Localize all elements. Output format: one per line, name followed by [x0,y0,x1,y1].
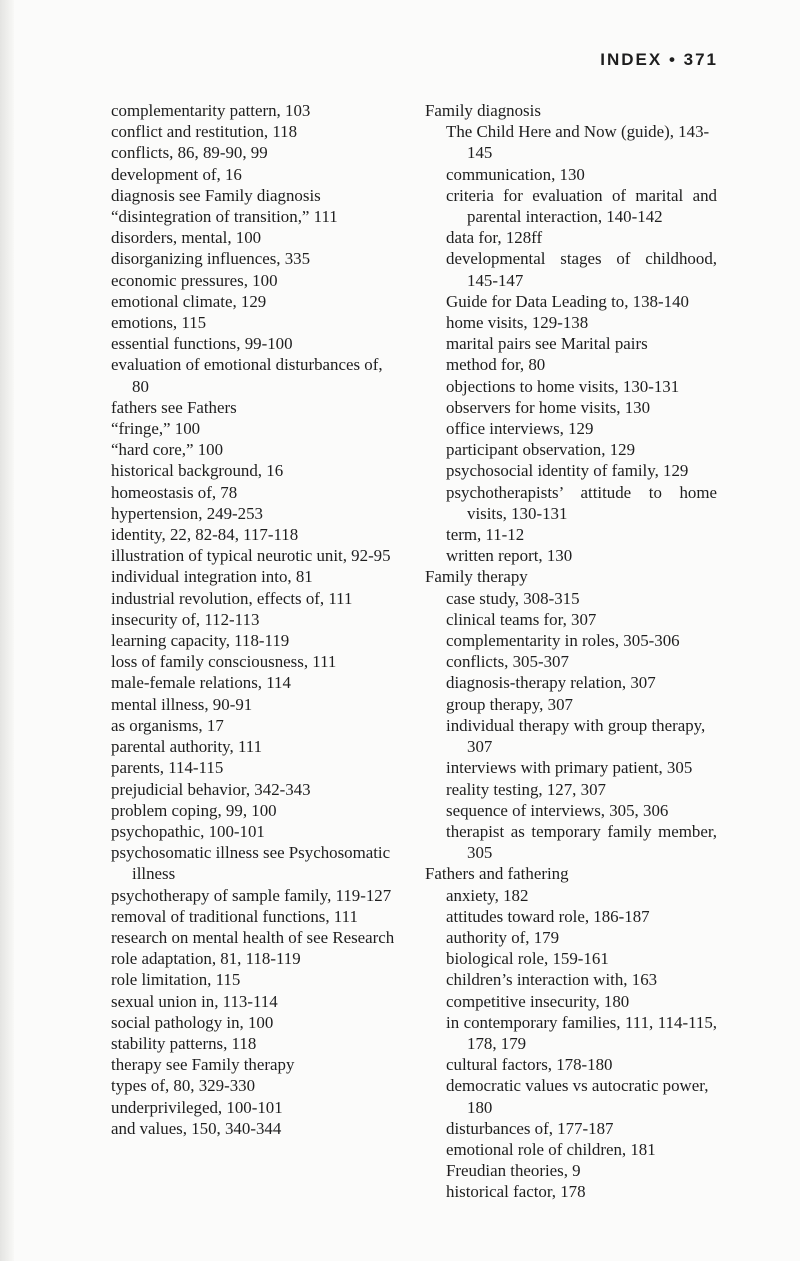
index-entry: Freudian theories, 9 [446,1161,581,1181]
index-entry: observers for home visits, 130 [446,397,651,417]
index-entry: “hard core,” 100 [111,440,224,460]
index-entry: cultural factors, 178-180 [446,1055,613,1075]
index-entry: emotional role of children, 181 [446,1139,656,1159]
index-entry: individual integration into, 81 [111,567,313,587]
index-entry: identity, 22, 82-84, 117-118 [111,525,299,545]
index-entry: diagnosis-therapy relation, 307 [446,673,656,693]
index-entry: criteria for evaluation of marital and parental interaction, 140-142 [446,185,717,227]
index-entry: biological role, 159-161 [446,949,609,969]
index-entry: complementarity in roles, 305-306 [446,631,680,651]
index-entry: research on mental health of see Research [111,927,395,947]
index-entry: marital pairs see Marital pairs [446,334,648,354]
index-entry: removal of traditional functions, 111 [111,906,358,926]
index-entry: psychotherapists’ attitude to home visits, 130-131 [446,482,717,523]
index-entry: therapist as temporary family member, 305 [446,821,717,863]
index-entry: The Child Here and Now (guide), 143-145 [446,122,710,163]
index-entry: psychosocial identity of family, 129 [446,461,689,481]
header-bullet: • [668,50,677,69]
index-entry: conflicts, 86, 89-90, 99 [111,143,268,163]
index-entry: emotions, 115 [111,313,207,333]
page-number: 371 [683,50,718,69]
index-entry: economic pressures, 100 [111,270,278,290]
index-entry: reality testing, 127, 307 [446,779,606,799]
index-entry: essential functions, 99-100 [111,334,293,354]
index-entry: anxiety, 182 [446,885,529,905]
index-entry: children’s interaction with, 163 [446,970,658,990]
index-entry: “disintegration of transition,” 111 [111,207,338,227]
index-entry: social pathology in, 100 [111,1012,274,1032]
index-entry: insecurity of, 112-113 [111,609,260,629]
index-entry: democratic values vs autocratic power, 180 [446,1076,709,1117]
index-entry: attitudes toward role, 186-187 [446,906,650,926]
index-entry: historical background, 16 [111,461,284,481]
index-heading: Family diagnosis [425,101,541,120]
index-entry: communication, 130 [446,164,585,184]
index-entry: disorganizing influences, 335 [111,249,311,269]
index-heading: Family therapy [425,567,528,587]
index-entry: diagnosis see Family diagnosis [111,185,321,205]
index-entry: learning capacity, 118-119 [111,631,290,651]
index-entry: participant observation, 129 [446,440,636,460]
index-entry: historical factor, 178 [446,1182,586,1202]
index-entry: loss of family consciousness, 111 [111,652,337,672]
index-entry: sexual union in, 113-114 [111,991,278,1011]
index-entry: individual therapy with group therapy, 307 [446,715,706,757]
index-entry: male-female relations, 114 [111,673,291,693]
index-entry: mental illness, 90-91 [111,694,253,714]
index-entry: evaluation of emotional disturbances of, 80 [111,355,383,396]
index-entry: role limitation, 115 [111,970,241,990]
index-entry: disturbances of, 177-187 [446,1118,614,1138]
index-entry: method for, 80 [446,355,546,375]
index-entry: homeostasis of, 78 [111,482,238,502]
index-entry: and values, 150, 340-344 [111,1118,282,1138]
running-head [600,50,718,70]
index-entry: competitive insecurity, 180 [446,991,630,1011]
index-column-left [111,100,403,1139]
index-column-right [425,100,717,1203]
index-entry: office interviews, 129 [446,419,594,439]
index-entry: hypertension, 249-253 [111,503,263,523]
index-entry: group therapy, 307 [446,694,573,714]
index-entry: underprivileged, 100-101 [111,1097,283,1117]
index-heading: Fathers and fathering [425,864,569,884]
index-entry: written report, 130 [446,546,573,566]
index-entry: as organisms, 17 [111,715,224,735]
index-entry: illustration of typical neurotic unit, 92-95 [111,546,391,566]
index-entry: case study, 308-315 [446,588,580,608]
index-entry: term, 11-12 [446,525,525,545]
index-entry: conflict and restitution, 118 [111,122,298,142]
index-entry: psychosomatic illness see Psychosomatic illness [111,843,391,884]
index-entry: complementarity pattern, 103 [111,101,311,120]
index-entry: emotional climate, 129 [111,291,267,311]
index-entry: psychotherapy of sample family, 119-127 [111,885,392,905]
index-entry: clinical teams for, 307 [446,609,597,629]
index-entry: sequence of interviews, 305, 306 [446,800,669,820]
index-entry: prejudicial behavior, 342-343 [111,779,311,799]
index-entry: objections to home visits, 130-131 [446,376,680,396]
index-entry: data for, 128ff [446,228,543,248]
index-entry: developmental stages of childhood, 145-147 [446,249,717,290]
index-entry: Guide for Data Leading to, 138-140 [446,291,689,311]
index-entry: parents, 114-115 [111,758,224,778]
index-entry: home visits, 129-138 [446,313,589,333]
index-entry: role adaptation, 81, 118-119 [111,949,301,969]
index-entry: problem coping, 99, 100 [111,800,277,820]
section-title: INDEX [600,50,663,69]
index-entry: in contemporary families, 111, 114-115, 178, 179 [446,1012,717,1053]
index-entry: industrial revolution, effects of, 111 [111,588,353,608]
index-entry: interviews with primary patient, 305 [446,758,693,778]
index-entry: development of, 16 [111,164,242,184]
index-entry: “fringe,” 100 [111,419,201,439]
index-entry: authority of, 179 [446,927,560,947]
index-entry: fathers see Fathers [111,397,237,417]
index-entry: stability patterns, 118 [111,1033,257,1053]
index-entry: psychopathic, 100-101 [111,821,265,841]
index-entry: disorders, mental, 100 [111,228,262,248]
index-entry: types of, 80, 329-330 [111,1076,256,1096]
index-entry: therapy see Family therapy [111,1055,295,1075]
page-edge-shadow [0,0,14,1261]
index-entry: parental authority, 111 [111,737,263,757]
index-entry: conflicts, 305-307 [446,652,569,672]
